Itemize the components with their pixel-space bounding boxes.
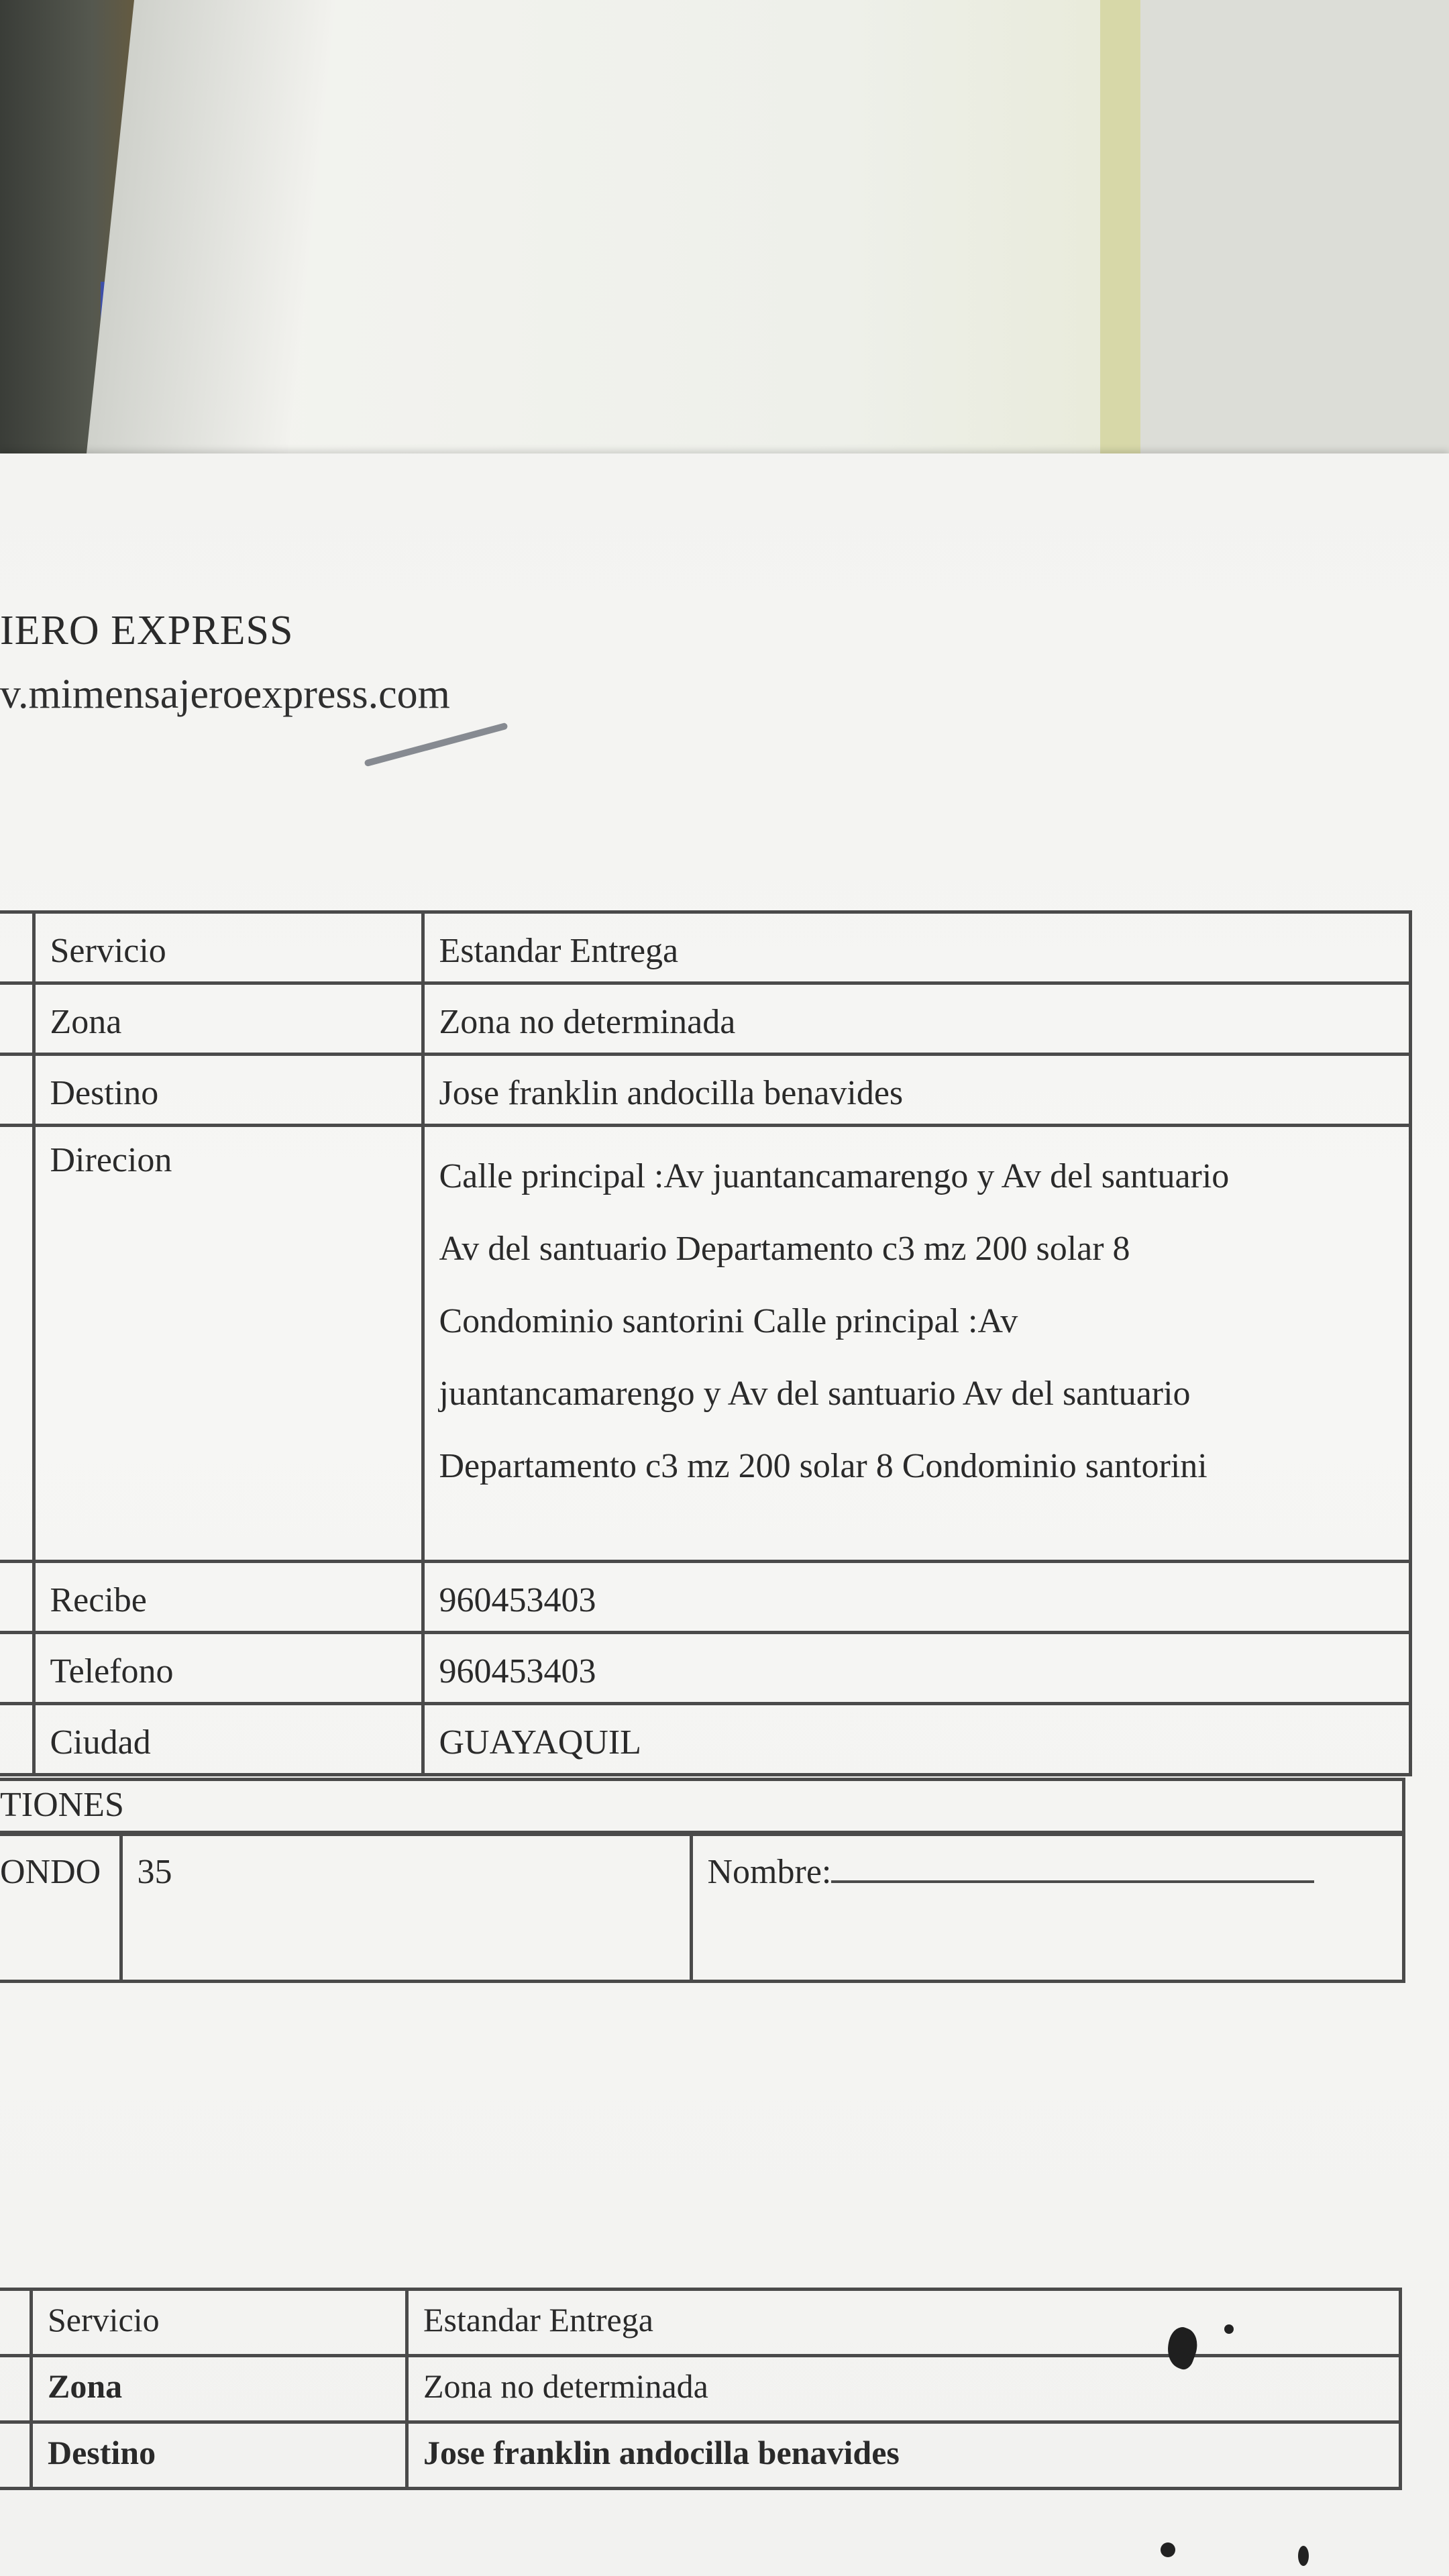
row-label: Servicio [34,912,423,983]
shipment-table [0,910,1412,1776]
row-label: Destino [34,1055,423,1126]
table-row [0,2422,1401,2489]
row-value: 960453403 [423,1562,1411,1633]
row-label: Telefono [34,1633,423,1704]
table-row [0,1562,1411,1633]
row-value: Zona no determinada [407,2356,1401,2422]
row-label: Ciudad [34,1704,423,1775]
table-row [0,1780,1404,1833]
row-label: Zona [34,983,423,1055]
row-label: Zona [32,2356,407,2422]
background-strip [1100,0,1140,463]
nombre-label: Nombre: [707,1853,832,1891]
address-line: Calle principal :Av juantancamarengo y Av del santuario [439,1157,1230,1195]
address-line: Departamento c3 mz 200 solar 8 Condominio santorini [439,1447,1208,1485]
observations-label: TIONES [0,1780,1404,1833]
second-copy-table [0,2288,1402,2490]
row-label: Recibe [34,1562,423,1633]
nombre-field [691,1835,1404,1982]
ink-dot [1298,2546,1309,2566]
company-website: v.mimensajeroexpress.com [0,672,450,717]
row-label: Direcion [34,1126,423,1562]
fondo-label: ONDO [0,1835,121,1982]
row-value: GUAYAQUIL [423,1704,1411,1775]
table-row [0,1704,1411,1775]
background-wall-right [1140,0,1449,463]
signature-line [831,1880,1314,1883]
address-row [0,1126,1411,1562]
row-value: Zona no determinada [423,983,1411,1055]
table-row [0,912,1411,983]
table-row [0,983,1411,1055]
ink-dot [1161,2542,1175,2557]
address-value [423,1126,1411,1562]
table-row [0,1835,1404,1982]
table-row [0,1055,1411,1126]
row-label: Destino [32,2422,407,2489]
company-name: IERO EXPRESS [0,608,294,653]
address-line: Av del santuario Departamento c3 mz 200 solar 8 [439,1230,1130,1268]
address-line: juantancamarengo y Av del santuario Av del santuario [439,1375,1191,1413]
address-line: Condominio santorini Calle principal :Av [439,1302,1018,1340]
row-value: 960453403 [423,1633,1411,1704]
fondo-value: 35 [121,1835,691,1982]
row-value: Estandar Entrega [407,2290,1401,2356]
ink-dot [1224,2324,1234,2334]
row-value: Jose franklin andocilla benavides [423,1055,1411,1126]
table-row [0,1633,1411,1704]
row-value: Jose franklin andocilla benavides [407,2422,1401,2489]
row-label: Servicio [32,2290,407,2356]
fondo-table [0,1833,1405,1983]
row-value: Estandar Entrega [423,912,1411,983]
observations-table [0,1778,1405,1834]
